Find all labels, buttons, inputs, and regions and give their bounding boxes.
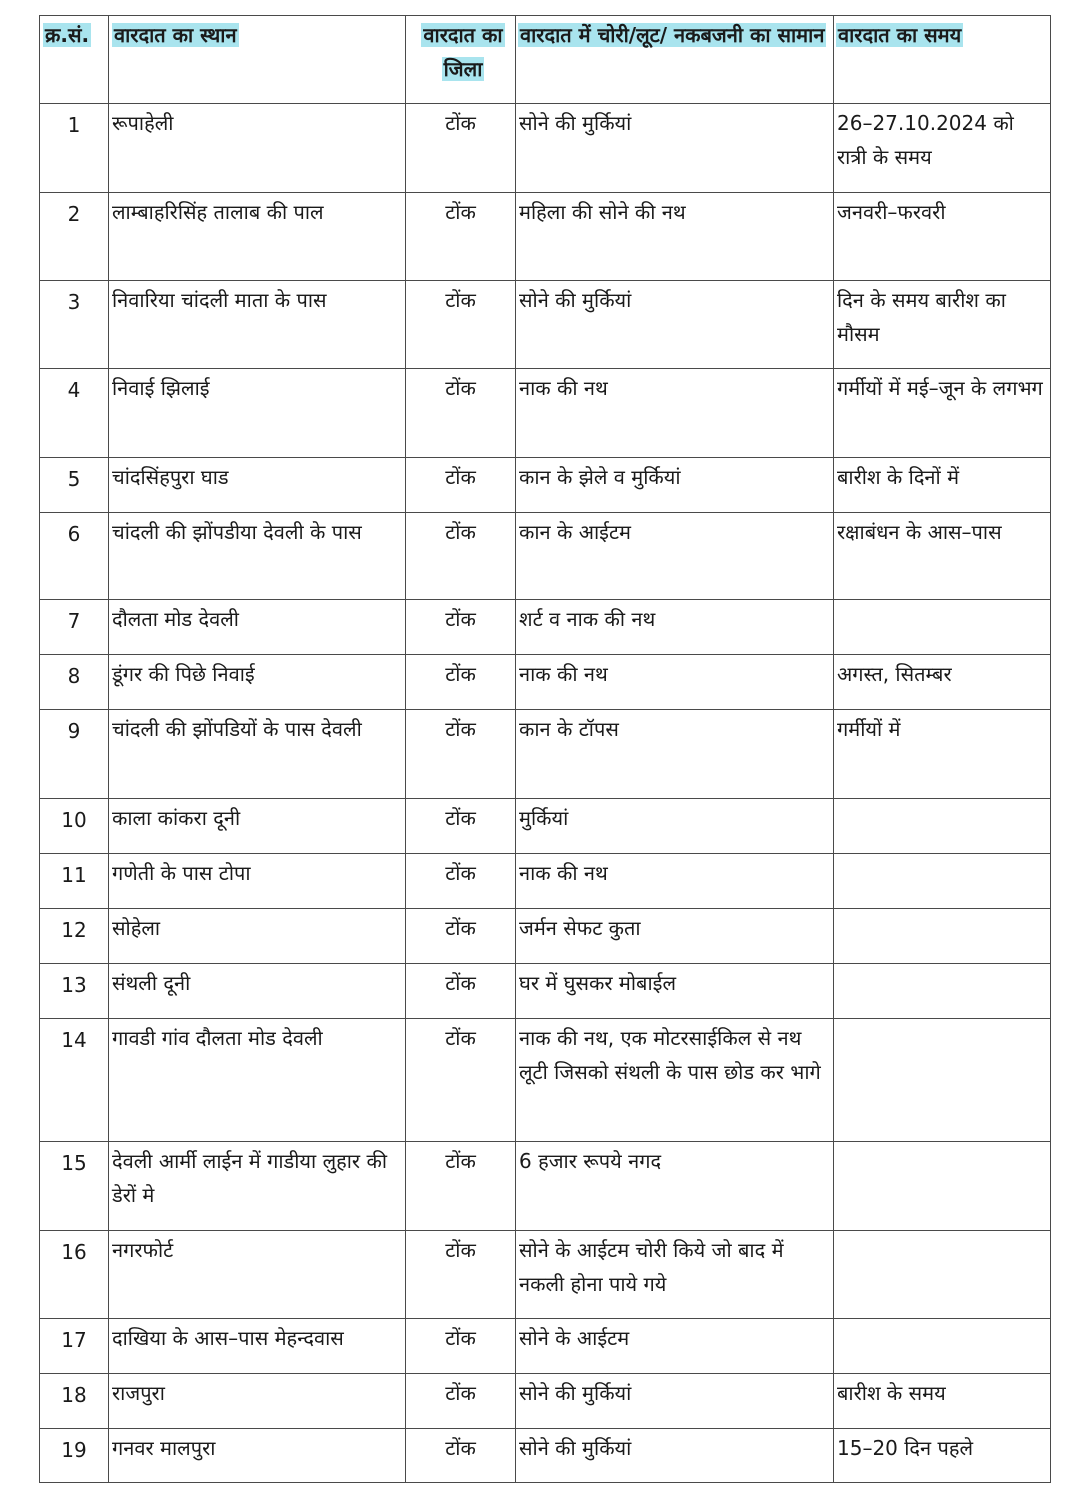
time-cell: दिन के समय बारीश का मौसम	[834, 281, 1051, 369]
table-body	[40, 104, 1051, 1483]
place-cell: चांदली की झोंपडियों के पास देवली	[109, 710, 406, 799]
serial-number-cell: 1	[40, 104, 109, 193]
district-cell: टोंक	[406, 1374, 516, 1429]
place-cell: चांदसिंहपुरा घाड	[109, 458, 406, 513]
header-district: वारदात का जिला	[406, 16, 516, 104]
serial-number-cell: 3	[40, 281, 109, 369]
district-cell: टोंक	[406, 1429, 516, 1483]
stolen-items-cell: 6 हजार रूपये नगद	[516, 1142, 834, 1231]
time-cell: बारीश के समय	[834, 1374, 1051, 1429]
serial-number-cell: 12	[40, 909, 109, 964]
time-cell	[834, 799, 1051, 854]
table-row	[40, 964, 1051, 1019]
place-cell: राजपुरा	[109, 1374, 406, 1429]
place-cell: चांदली की झोंपडीया देवली के पास	[109, 513, 406, 600]
stolen-items-cell: शर्ट व नाक की नथ	[516, 600, 834, 655]
table-row	[40, 854, 1051, 909]
table-row	[40, 281, 1051, 369]
district-cell: टोंक	[406, 1319, 516, 1374]
stolen-items-cell: कान के टॉपस	[516, 710, 834, 799]
stolen-items-cell: सोने की मुर्कियां	[516, 104, 834, 193]
place-cell: रूपाहेली	[109, 104, 406, 193]
place-cell: देवली आर्मी लाईन में गाडीया लुहार की डेरों मे	[109, 1142, 406, 1231]
district-cell: टोंक	[406, 909, 516, 964]
table-row	[40, 1319, 1051, 1374]
table-row	[40, 1231, 1051, 1319]
serial-number-cell: 15	[40, 1142, 109, 1231]
district-cell: टोंक	[406, 964, 516, 1019]
time-cell: 26–27.10.2024 को रात्री के समय	[834, 104, 1051, 193]
district-cell: टोंक	[406, 458, 516, 513]
place-cell: निवाई झिलाई	[109, 369, 406, 458]
district-cell: टोंक	[406, 1142, 516, 1231]
place-cell: डूंगर की पिछे निवाई	[109, 655, 406, 710]
table-row	[40, 799, 1051, 854]
district-cell: टोंक	[406, 1231, 516, 1319]
serial-number-cell: 11	[40, 854, 109, 909]
serial-number-cell: 4	[40, 369, 109, 458]
serial-number-cell: 13	[40, 964, 109, 1019]
incident-table	[39, 15, 1051, 1483]
place-cell: नगरफोर्ट	[109, 1231, 406, 1319]
stolen-items-cell: सोने की मुर्कियां	[516, 281, 834, 369]
table-row	[40, 1142, 1051, 1231]
table-row	[40, 1019, 1051, 1142]
table-row	[40, 1374, 1051, 1429]
stolen-items-cell: महिला की सोने की नथ	[516, 193, 834, 281]
table-row	[40, 104, 1051, 193]
serial-number-cell: 17	[40, 1319, 109, 1374]
place-cell: गावडी गांव दौलता मोड देवली	[109, 1019, 406, 1142]
header-time: वारदात का समय	[834, 16, 1051, 104]
table-row	[40, 193, 1051, 281]
place-cell: संथली दूनी	[109, 964, 406, 1019]
header-place: वारदात का स्थान	[109, 16, 406, 104]
stolen-items-cell: सोने के आईटम	[516, 1319, 834, 1374]
header-stolen-items: वारदात में चोरी/लूट/ नकबजनी का सामान	[516, 16, 834, 104]
time-cell	[834, 1231, 1051, 1319]
place-cell: काला कांकरा दूनी	[109, 799, 406, 854]
place-cell: दाखिया के आस–पास मेहन्दवास	[109, 1319, 406, 1374]
serial-number-cell: 18	[40, 1374, 109, 1429]
place-cell: लाम्बाहरिसिंह तालाब की पाल	[109, 193, 406, 281]
district-cell: टोंक	[406, 193, 516, 281]
serial-number-cell: 2	[40, 193, 109, 281]
time-cell	[834, 909, 1051, 964]
table-row	[40, 655, 1051, 710]
stolen-items-cell: नाक की नथ	[516, 369, 834, 458]
time-cell: जनवरी–फरवरी	[834, 193, 1051, 281]
time-cell: बारीश के दिनों में	[834, 458, 1051, 513]
district-cell: टोंक	[406, 1019, 516, 1142]
district-cell: टोंक	[406, 513, 516, 600]
stolen-items-cell: सोने की मुर्कियां	[516, 1429, 834, 1483]
time-cell: 15–20 दिन पहले	[834, 1429, 1051, 1483]
stolen-items-cell: नाक की नथ, एक मोटरसाईकिल से नथ लूटी जिसको संथली के पास छोड कर भागे	[516, 1019, 834, 1142]
place-cell: निवारिया चांदली माता के पास	[109, 281, 406, 369]
time-cell	[834, 1142, 1051, 1231]
stolen-items-cell: कान के झेले व मुर्कियां	[516, 458, 834, 513]
place-cell: गनवर मालपुरा	[109, 1429, 406, 1483]
time-cell	[834, 964, 1051, 1019]
serial-number-cell: 10	[40, 799, 109, 854]
serial-number-cell: 14	[40, 1019, 109, 1142]
time-cell	[834, 1319, 1051, 1374]
time-cell: गर्मीयों में मई–जून के लगभग	[834, 369, 1051, 458]
district-cell: टोंक	[406, 600, 516, 655]
district-cell: टोंक	[406, 281, 516, 369]
place-cell: सोहेला	[109, 909, 406, 964]
district-cell: टोंक	[406, 854, 516, 909]
stolen-items-cell: घर में घुसकर मोबाईल	[516, 964, 834, 1019]
stolen-items-cell: नाक की नथ	[516, 655, 834, 710]
table-row	[40, 369, 1051, 458]
table-row	[40, 710, 1051, 799]
table-row	[40, 600, 1051, 655]
table-row	[40, 513, 1051, 600]
stolen-items-cell: सोने के आईटम चोरी किये जो बाद में नकली होना पाये गये	[516, 1231, 834, 1319]
table-row	[40, 909, 1051, 964]
serial-number-cell: 16	[40, 1231, 109, 1319]
serial-number-cell: 6	[40, 513, 109, 600]
header-serial-number: क्र.सं.	[40, 16, 109, 104]
district-cell: टोंक	[406, 710, 516, 799]
stolen-items-cell: जर्मन सेफट कुता	[516, 909, 834, 964]
stolen-items-cell: सोने की मुर्कियां	[516, 1374, 834, 1429]
district-cell: टोंक	[406, 369, 516, 458]
district-cell: टोंक	[406, 799, 516, 854]
serial-number-cell: 8	[40, 655, 109, 710]
stolen-items-cell: कान के आईटम	[516, 513, 834, 600]
serial-number-cell: 5	[40, 458, 109, 513]
table-row	[40, 1429, 1051, 1483]
serial-number-cell: 7	[40, 600, 109, 655]
time-cell	[834, 600, 1051, 655]
time-cell: अगस्त, सितम्बर	[834, 655, 1051, 710]
header-row	[40, 16, 1051, 104]
stolen-items-cell: नाक की नथ	[516, 854, 834, 909]
time-cell	[834, 1019, 1051, 1142]
serial-number-cell: 19	[40, 1429, 109, 1483]
district-cell: टोंक	[406, 655, 516, 710]
place-cell: दौलता मोड देवली	[109, 600, 406, 655]
time-cell: गर्मीयों में	[834, 710, 1051, 799]
serial-number-cell: 9	[40, 710, 109, 799]
stolen-items-cell: मुर्कियां	[516, 799, 834, 854]
district-cell: टोंक	[406, 104, 516, 193]
table-row	[40, 458, 1051, 513]
document-page	[39, 15, 1050, 1483]
time-cell	[834, 854, 1051, 909]
place-cell: गणेती के पास टोपा	[109, 854, 406, 909]
time-cell: रक्षाबंधन के आस–पास	[834, 513, 1051, 600]
